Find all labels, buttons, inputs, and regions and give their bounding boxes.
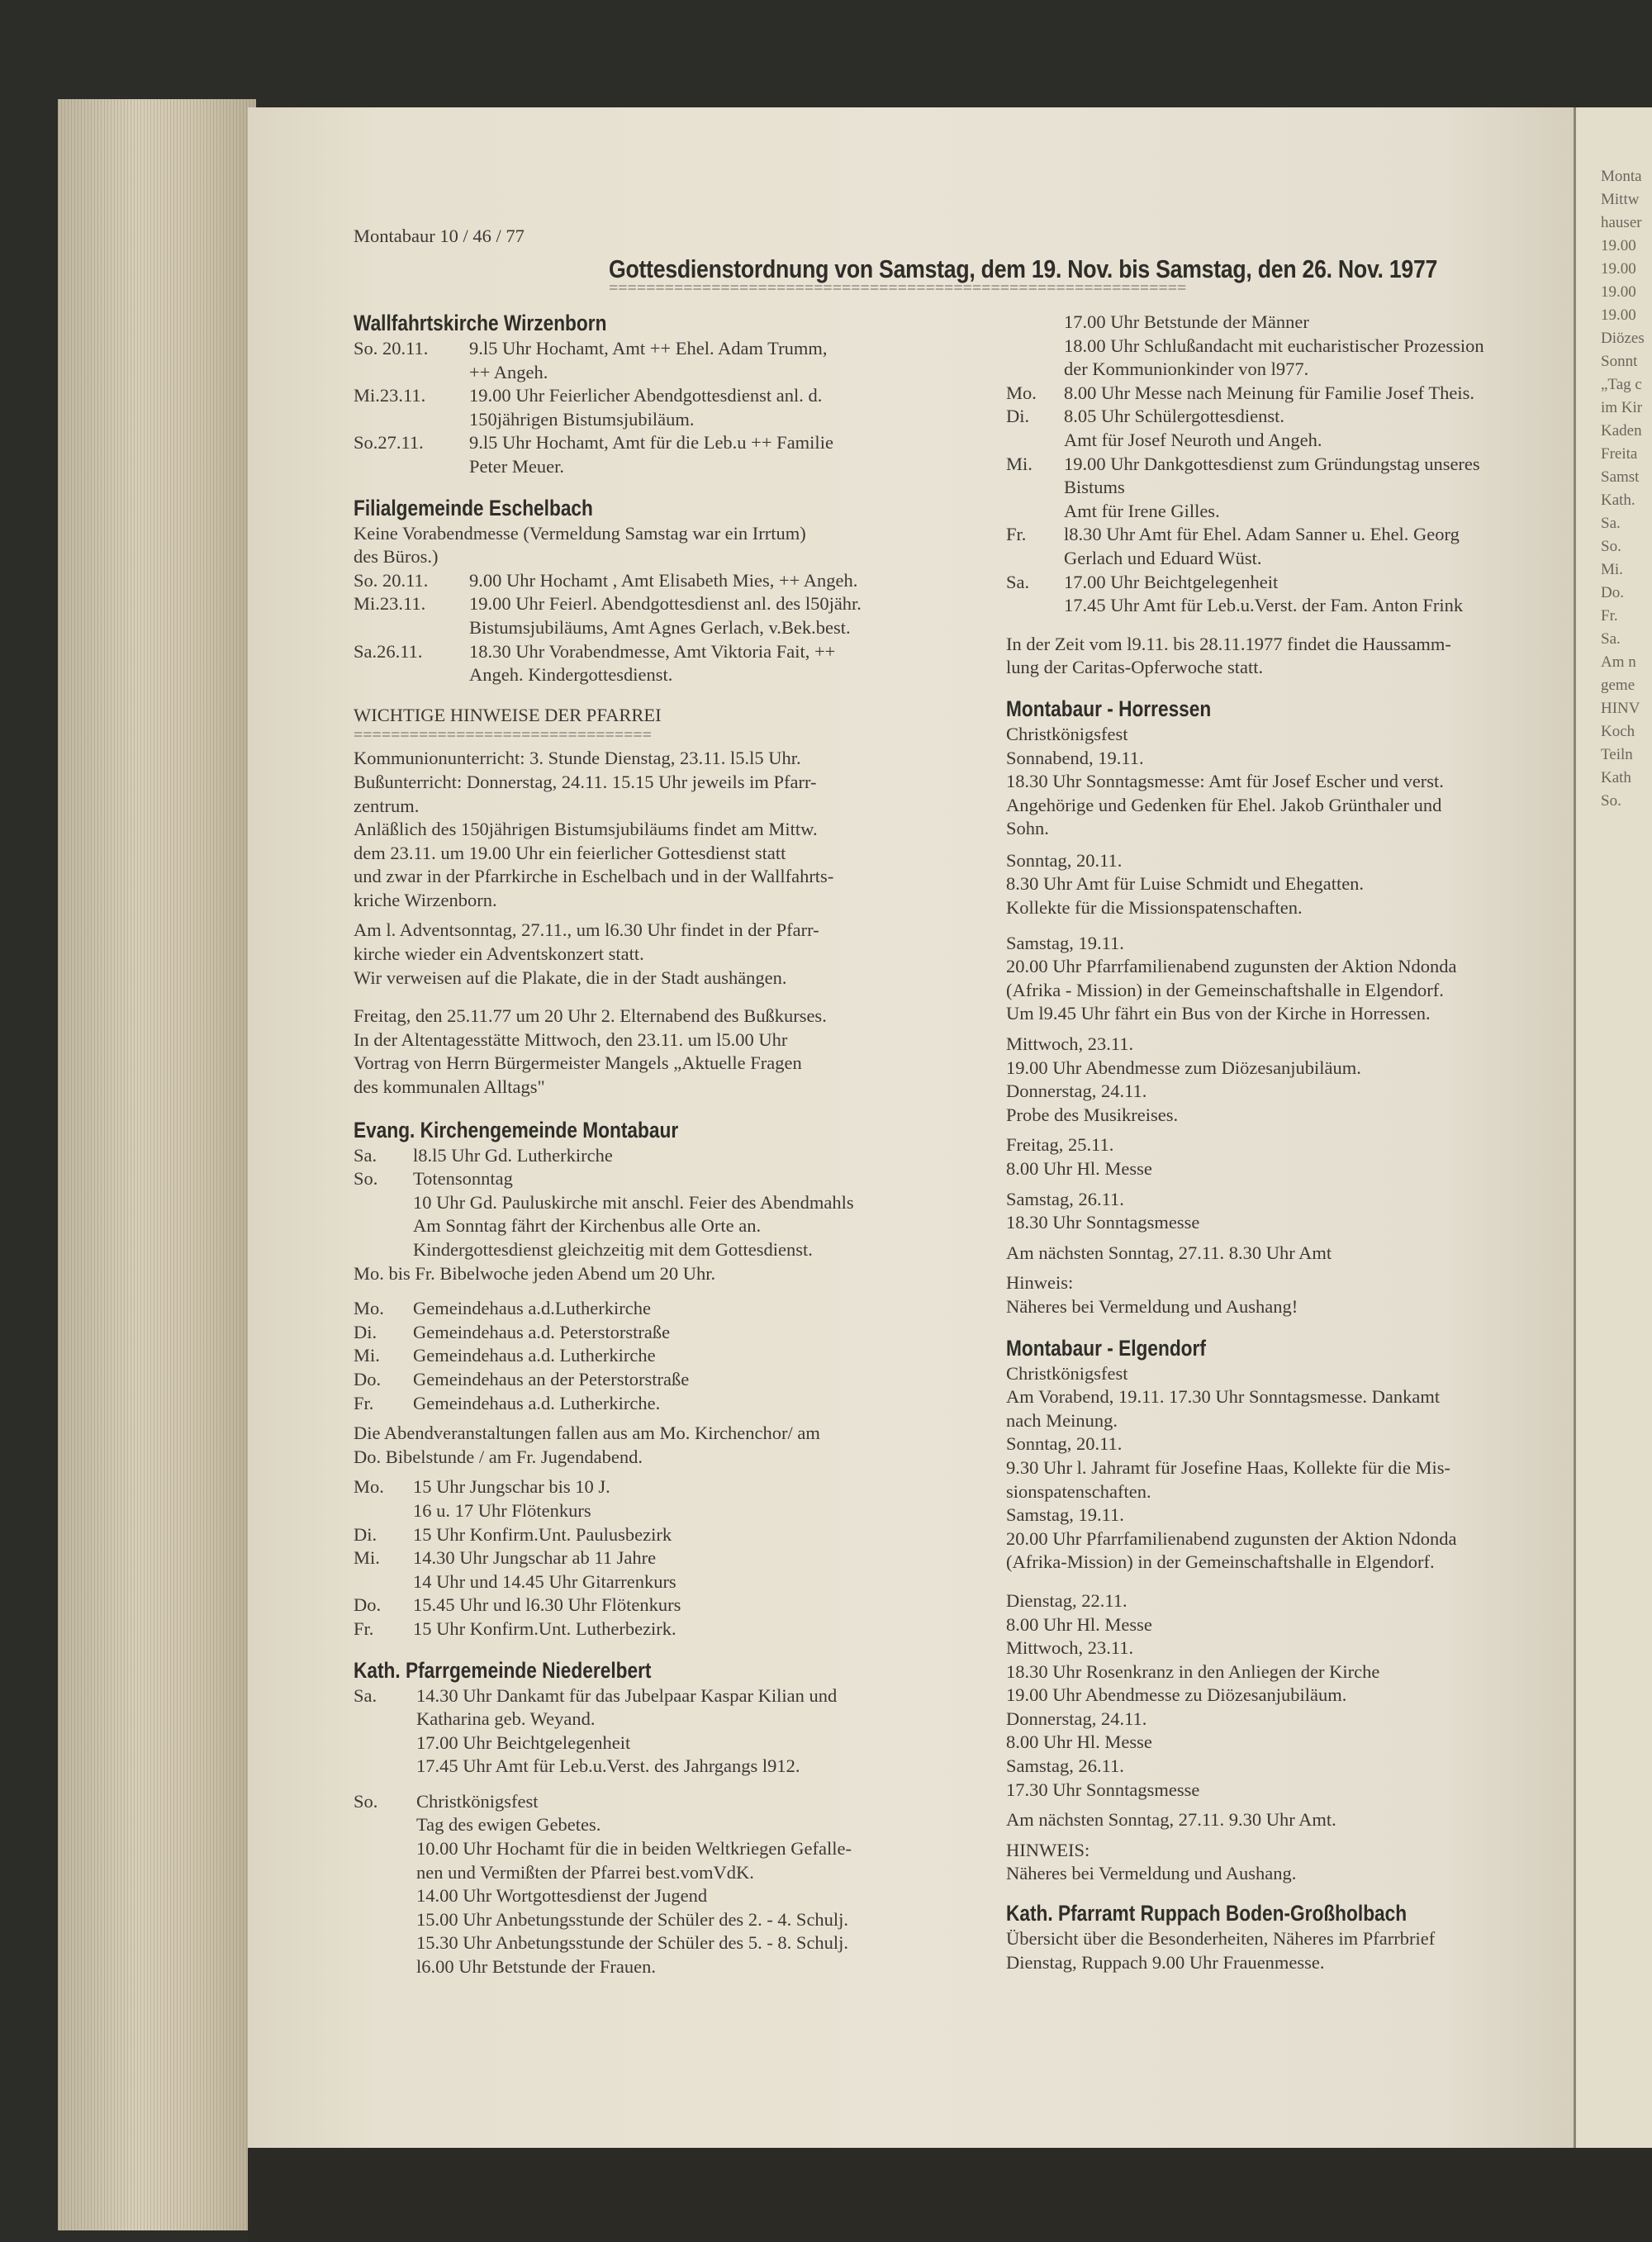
evang-row <box>354 1191 965 1215</box>
next-page-fragment: geme <box>1601 677 1635 694</box>
next-page-fragment: So. <box>1601 538 1621 555</box>
eschelbach-row-label: Sa.26.11. <box>354 640 423 662</box>
spacer <box>1006 680 1576 688</box>
next-page-fragment: Sonnt <box>1601 353 1638 370</box>
horressen-line: Christkönigsfest <box>1006 723 1128 744</box>
evang-youth <box>354 1499 965 1523</box>
schedule-row <box>1006 571 1576 595</box>
wirzenborn-row-label: So. 20.11. <box>354 338 429 359</box>
evang-row-text: Am Sonntag fährt der Kirchenbus alle Orte an. <box>413 1215 762 1237</box>
spacer <box>1006 1802 1576 1808</box>
next-page-fragment: Samst <box>1601 468 1640 486</box>
schedule-row-label <box>1006 335 1064 359</box>
niederelbert-so-text: nen und Vermißten der Pfarrei best.vomVdK. <box>416 1861 754 1883</box>
horressen-line: Am nächsten Sonntag, 27.11. 8.30 Uhr Amt <box>1006 1242 1332 1263</box>
horressen-line: 8.00 Uhr Hl. Messe <box>1006 1158 1152 1179</box>
evang-row <box>354 1214 965 1238</box>
niederelbert-so-label <box>354 1955 416 1979</box>
schedule-row-label <box>1006 594 1064 618</box>
niederelbert-sa <box>354 1755 965 1779</box>
horressen-line: 19.00 Uhr Abendmesse zum Diözesanjubiläum. <box>1006 1057 1361 1078</box>
next-page-fragment: So. <box>1601 792 1621 810</box>
schedule-row-text: 8.05 Uhr Schülergottesdienst. <box>1064 406 1285 427</box>
schedule-row-label <box>1006 358 1064 382</box>
schedule-row <box>1006 500 1576 524</box>
horressen-line: Sonnabend, 19.11. <box>1006 747 1144 768</box>
evang-row-label: So. <box>354 1168 378 1190</box>
elgendorf-line: Dienstag, 22.11. <box>1006 1589 1127 1611</box>
next-page-fragment: 19.00 <box>1601 260 1636 278</box>
elgendorf-line: Am nächsten Sonntag, 27.11. 9.30 Uhr Amt. <box>1006 1809 1336 1831</box>
evang-youth-label: Di. <box>354 1523 377 1545</box>
evang-row-text: l8.l5 Uhr Gd. Lutherkirche <box>413 1144 613 1166</box>
niederelbert-sa-label: Sa. <box>354 1684 377 1706</box>
next-page-fragment: hauser <box>1601 214 1642 231</box>
issue-number: Montabaur 10 / 46 / 77 <box>354 226 525 246</box>
evang-youth-text: 14.30 Uhr Jungschar ab 11 Jahre <box>413 1547 657 1569</box>
next-page-fragment: Freita <box>1601 445 1638 463</box>
hinweise-line: kirche wieder ein Adventskonzert statt. <box>354 943 644 965</box>
niederelbert-so-label <box>354 1837 416 1861</box>
schedule-row-label: Mi. <box>1006 453 1032 474</box>
evang-row-label: Sa. <box>354 1144 377 1166</box>
wirzenborn-row <box>354 431 965 455</box>
spacer <box>1006 1026 1576 1033</box>
evang-house <box>354 1321 965 1345</box>
niederelbert-sa-text: Katharina geb. Weyand. <box>416 1708 596 1730</box>
schedule-row-text: Gerlach und Eduard Wüst. <box>1064 547 1262 568</box>
wirzenborn-row <box>354 408 965 432</box>
elgendorf-line: 18.30 Uhr Rosenkranz in den Anliegen der Kirche <box>1006 1660 1380 1682</box>
hinweise-line: kriche Wirzenborn. <box>354 889 497 910</box>
evang-house-text: Gemeindehaus a.d. Lutherkirche. <box>413 1392 661 1413</box>
eschelbach-row-text: 9.00 Uhr Hochamt , Amt Elisabeth Mies, ++ Angeh. <box>469 569 858 591</box>
spacer <box>354 1415 965 1422</box>
niederelbert-so-label <box>354 1931 416 1955</box>
schedule-row-label: Sa. <box>1006 571 1030 592</box>
schedule-row <box>1006 476 1576 500</box>
hinweise-line: zentrum. <box>354 795 420 816</box>
eschelbach-row-text: Bistumsjubiläums, Amt Agnes Gerlach, v.Bek.best. <box>469 616 851 638</box>
niederelbert-so-text: Tag des ewigen Gebetes. <box>416 1814 601 1836</box>
eschelbach-row-text: 19.00 Uhr Feierl. Abendgottesdienst anl. des l50jähr. <box>469 593 862 615</box>
next-page-fragment: Kath <box>1601 769 1631 786</box>
schedule-row-text: Amt für Irene Gilles. <box>1064 500 1220 521</box>
spacer <box>354 1779 965 1790</box>
next-page-fragment: Sa. <box>1601 630 1621 648</box>
horressen-line: Um l9.45 Uhr fährt ein Bus von der Kirche in Horressen. <box>1006 1003 1431 1024</box>
evang-youth-label <box>354 1570 413 1594</box>
horressen-line: Kollekte für die Missionspatenschaften. <box>1006 897 1303 919</box>
horressen-line: Hinweis: <box>1006 1272 1074 1294</box>
schedule-row <box>1006 382 1576 406</box>
eschelbach-row-label: So. 20.11. <box>354 569 429 591</box>
wirzenborn-row <box>354 361 965 385</box>
horressen-line: Probe des Musikreises. <box>1006 1104 1179 1125</box>
wirzenborn-row-text: 150jährigen Bistumsjubiläum. <box>469 408 695 430</box>
spacer <box>354 912 965 919</box>
evang-youth-text: 16 u. 17 Uhr Flötenkurs <box>413 1499 591 1521</box>
ruppach-line: Dienstag, Ruppach 9.00 Uhr Frauenmesse. <box>1006 1951 1325 1973</box>
spacer <box>354 1641 965 1650</box>
horressen-line: Freitag, 25.11. <box>1006 1134 1114 1156</box>
hinweise-line: Wir verweisen auf die Plakate, die in der Stadt aushängen. <box>354 967 787 988</box>
niederelbert-so-label <box>354 1884 416 1908</box>
evang-row <box>354 1167 965 1191</box>
spacer <box>1006 1319 1576 1328</box>
elgendorf-line: Samstag, 26.11. <box>1006 1755 1124 1777</box>
schedule-row-text: 17.00 Uhr Betstunde der Männer <box>1064 311 1309 332</box>
next-page-fragment: Mi. <box>1601 561 1623 578</box>
elgendorf-line: 17.30 Uhr Sonntagsmesse <box>1006 1779 1200 1800</box>
evang-house-label: Di. <box>354 1321 377 1342</box>
evang-youth-label: Fr. <box>354 1617 374 1639</box>
evang-house <box>354 1297 965 1321</box>
section-heading-ruppach: Kath. Pfarramt Ruppach Boden-Großholbach <box>1006 1901 1408 1926</box>
niederelbert-so <box>354 1908 965 1932</box>
elgendorf-line: Samstag, 19.11. <box>1006 1504 1124 1526</box>
spacer <box>1006 841 1576 849</box>
spacer <box>1006 1235 1576 1242</box>
spacer <box>1006 1181 1576 1188</box>
schedule-row <box>1006 547 1576 571</box>
eschelbach-row <box>354 663 965 687</box>
niederelbert-so <box>354 1813 965 1837</box>
evang-house-label: Do. <box>354 1368 382 1389</box>
next-page-fragment: Koch <box>1601 723 1635 740</box>
section-heading-wirzenborn: Wallfahrtskirche Wirzenborn <box>354 311 607 335</box>
evang-youth-text: 15 Uhr Jungschar bis 10 J. <box>413 1476 610 1498</box>
spacer <box>1006 1575 1576 1589</box>
elgendorf-line: 8.00 Uhr Hl. Messe <box>1006 1613 1152 1635</box>
horressen-line: Mittwoch, 23.11. <box>1006 1033 1134 1055</box>
next-page-edge <box>1574 107 1652 2156</box>
wirzenborn-row-text: ++ Angeh. <box>469 361 548 382</box>
elgendorf-line: Sonntag, 20.11. <box>1006 1433 1123 1455</box>
evang-youth-text: 15.45 Uhr und l6.30 Uhr Flötenkurs <box>413 1594 681 1616</box>
schedule-row <box>1006 405 1576 429</box>
spacer <box>354 1285 965 1297</box>
schedule-row-label <box>1006 311 1064 335</box>
elgendorf-line: Am Vorabend, 19.11. 17.30 Uhr Sonntagsmesse. Dankamt <box>1006 1386 1441 1408</box>
evang-youth <box>354 1523 965 1547</box>
elgendorf-line: Christkönigsfest <box>1006 1362 1128 1384</box>
section-heading-niederelbert: Kath. Pfarrgemeinde Niederelbert <box>354 1657 652 1683</box>
schedule-row-label <box>1006 476 1064 500</box>
spacer <box>354 479 965 487</box>
evang-youth-label: Mi. <box>354 1547 380 1569</box>
hinweise-line: und zwar in der Pfarrkirche in Eschelbach und in der Wallfahrts- <box>354 866 834 887</box>
elgendorf-line: Näheres bei Vermeldung und Aushang. <box>1006 1863 1297 1884</box>
evang-row <box>354 1144 965 1168</box>
next-page-fragment: 19.00 <box>1601 237 1636 254</box>
hinweise-heading: WICHTIGE HINWEISE DER PFARREI <box>354 704 662 725</box>
elgendorf-line: Mittwoch, 23.11. <box>1006 1637 1134 1659</box>
wirzenborn-row <box>354 455 965 479</box>
schedule-row-text: der Kommunionkinder von l977. <box>1064 359 1309 380</box>
niederelbert-sa-text: 17.00 Uhr Beichtgelegenheit <box>416 1731 631 1753</box>
schedule-row <box>1006 429 1576 453</box>
schedule-row-label <box>1006 547 1064 571</box>
evang-youth <box>354 1475 965 1499</box>
ruppach-line: Übersicht über die Besonderheiten, Näheres im Pfarrbrief <box>1006 1928 1436 1950</box>
spacer <box>1006 1265 1576 1271</box>
wirzenborn-row-text: 9.l5 Uhr Hochamt, Amt für die Leb.u ++ Familie <box>469 432 833 454</box>
niederelbert-sa-text: 14.30 Uhr Dankamt für das Jubelpaar Kaspar Kilian und <box>416 1684 838 1706</box>
evang-youth-text: 14 Uhr und 14.45 Uhr Gitarrenkurs <box>413 1570 676 1592</box>
niederelbert-sa-label <box>354 1731 416 1755</box>
evang-youth-label: Mo. <box>354 1476 384 1498</box>
eschelbach-intro: des Büros.) <box>354 546 439 568</box>
niederelbert-so-text: l6.00 Uhr Betstunde der Frauen. <box>416 1956 656 1978</box>
spacer <box>354 687 965 704</box>
hinweise-line: Bußunterricht: Donnerstag, 24.11. 15.15 Uhr jeweils im Pfarr- <box>354 771 817 792</box>
hinweise-line: In der Altentagesstätte Mittwoch, den 23.11. um l5.00 Uhr <box>354 1028 788 1050</box>
hinweise-underline: ================================ <box>354 726 652 745</box>
horressen-line: (Afrika - Mission) in der Gemeinschaftshalle in Elgendorf. <box>1006 979 1444 1000</box>
schedule-row-label: Di. <box>1006 406 1030 427</box>
schedule-row <box>1006 523 1576 547</box>
haussammlung: In der Zeit vom l9.11. bis 28.11.1977 findet die Haussamm- <box>1006 633 1451 654</box>
hinweise-line: Anläßlich des 150jährigen Bistumsjubiläums findet am Mittw. <box>354 819 818 840</box>
niederelbert-so <box>354 1884 965 1908</box>
wirzenborn-row-label <box>354 455 469 479</box>
evang-house-text: Gemeindehaus a.d. Lutherkirche <box>413 1345 656 1366</box>
niederelbert-sa-label <box>354 1708 416 1731</box>
evang-house-label: Fr. <box>354 1392 374 1413</box>
niederelbert-so-text: 15.30 Uhr Anbetungsstunde der Schüler des 5. - 8. Schulj. <box>416 1932 849 1954</box>
schedule-row-text: Bistums <box>1064 477 1125 498</box>
spacer <box>1006 920 1576 932</box>
elgendorf-line: HINWEIS: <box>1006 1839 1090 1860</box>
next-page-fragment: Kath. <box>1601 492 1635 509</box>
niederelbert-so-label: So. <box>354 1790 378 1812</box>
evang-youth <box>354 1546 965 1570</box>
schedule-row <box>1006 335 1576 359</box>
next-page-fragment: 19.00 <box>1601 283 1636 301</box>
niederelbert-so-label <box>354 1908 416 1932</box>
title-underline: ============================================================== <box>609 279 1187 297</box>
eschelbach-row-text: Angeh. Kindergottesdienst. <box>469 664 673 686</box>
wirzenborn-row-text: Peter Meuer. <box>469 455 564 477</box>
hinweise-line: dem 23.11. um 19.00 Uhr ein feierlicher Gottesdienst statt <box>354 842 786 863</box>
next-page-fragment: Do. <box>1601 584 1624 601</box>
bottom-shadow <box>248 2148 1652 2242</box>
niederelbert-sa-label <box>354 1755 416 1779</box>
section-heading-eschelbach: Filialgemeinde Eschelbach <box>354 495 593 520</box>
evang-row-text: 10 Uhr Gd. Pauluskirche mit anschl. Feier des Abendmahls <box>413 1191 854 1213</box>
niederelbert-so-text: 10.00 Uhr Hochamt für die in beiden Weltkriegen Gefalle- <box>416 1838 852 1860</box>
niederelbert-so-text: 15.00 Uhr Anbetungsstunde der Schüler des 2. - 4. Schulj. <box>416 1908 849 1930</box>
schedule-row-text: 8.00 Uhr Messe nach Meinung für Familie Josef Theis. <box>1064 382 1474 403</box>
niederelbert-so <box>354 1861 965 1885</box>
niederelbert-so <box>354 1955 965 1979</box>
evang-youth <box>354 1594 965 1617</box>
schedule-row <box>1006 358 1576 382</box>
eschelbach-row <box>354 616 965 640</box>
hinweise-line: Am l. Adventsonntag, 27.11., um l6.30 Uhr findet in der Pfarr- <box>354 919 819 941</box>
evang-row-label <box>354 1191 413 1215</box>
wirzenborn-row-label <box>354 408 469 432</box>
haussammlung: lung der Caritas-Opferwoche statt. <box>1006 657 1264 678</box>
schedule-row-label <box>1006 500 1064 524</box>
niederelbert-sa <box>354 1731 965 1755</box>
niederelbert-so <box>354 1790 965 1814</box>
next-page-fragment: Mittw <box>1601 191 1640 208</box>
horressen-line: 20.00 Uhr Pfarrfamilienabend zugunsten der Aktion Ndonda <box>1006 956 1457 977</box>
eschelbach-intro: Keine Vorabendmesse (Vermeldung Samstag war ein Irrtum) <box>354 522 806 544</box>
elgendorf-line: 8.00 Uhr Hl. Messe <box>1006 1731 1152 1753</box>
wirzenborn-row <box>354 384 965 408</box>
spacer <box>354 1469 965 1475</box>
horressen-line: Samstag, 26.11. <box>1006 1188 1124 1209</box>
page-title: Gottesdienstordnung von Samstag, dem 19. Nov. bis Samstag, den 26. Nov. 1977 <box>609 254 1438 283</box>
niederelbert-so <box>354 1837 965 1861</box>
schedule-row-text: 17.45 Uhr Amt für Leb.u.Verst. der Fam. Anton Frink <box>1064 595 1464 616</box>
hinweise-line: Freitag, den 25.11.77 um 20 Uhr 2. Elternabend des Bußkurses. <box>354 1005 827 1027</box>
spacer <box>354 1100 965 1109</box>
schedule-row <box>1006 594 1576 618</box>
schedule-row-text: Amt für Josef Neuroth und Angeh. <box>1064 429 1322 450</box>
evang-row <box>354 1238 965 1262</box>
next-page-fragment: „Tag c <box>1601 376 1642 393</box>
elgendorf-line: 20.00 Uhr Pfarrfamilienabend zugunsten der Aktion Ndonda <box>1006 1527 1457 1549</box>
evang-house-label: Mi. <box>354 1345 380 1366</box>
evang-row-label <box>354 1238 413 1262</box>
wirzenborn-row-label <box>354 361 469 385</box>
next-page-fragment: Am n <box>1601 653 1636 671</box>
spacer <box>1006 1127 1576 1133</box>
next-page-fragment: im Kir <box>1601 399 1643 416</box>
evang-row-text: Kindergottesdienst gleichzeitig mit dem Gottesdienst. <box>413 1239 813 1260</box>
wirzenborn-row-label: So.27.11. <box>354 432 424 454</box>
horressen-line: Näheres bei Vermeldung und Aushang! <box>1006 1295 1298 1317</box>
elgendorf-line: (Afrika-Mission) in der Gemeinschaftshalle in Elgendorf. <box>1006 1551 1435 1573</box>
right-column <box>1006 311 1576 1974</box>
evang-youth <box>354 1570 965 1594</box>
schedule-row-text: 17.00 Uhr Beichtgelegenheit <box>1064 571 1279 592</box>
horressen-line: 18.30 Uhr Sonntagsmesse <box>1006 1212 1200 1233</box>
niederelbert-sa <box>354 1708 965 1731</box>
next-page-fragment: Kaden <box>1601 422 1642 439</box>
evang-house <box>354 1344 965 1368</box>
section-heading-horressen: Montabaur - Horressen <box>1006 696 1212 721</box>
evang-youth <box>354 1617 965 1641</box>
horressen-line: 8.30 Uhr Amt für Luise Schmidt und Ehegatten. <box>1006 873 1365 895</box>
elgendorf-line: Donnerstag, 24.11. <box>1006 1708 1147 1729</box>
evang-youth-label <box>354 1499 413 1523</box>
section-heading-elgendorf: Montabaur - Elgendorf <box>1006 1335 1206 1361</box>
wirzenborn-row-label: Mi.23.11. <box>354 385 426 406</box>
eschelbach-row-label <box>354 663 469 687</box>
eschelbach-row <box>354 592 965 616</box>
elgendorf-line: 9.30 Uhr l. Jahramt für Josefine Haas, Kollekte für die Mis- <box>1006 1456 1450 1478</box>
spacer <box>1006 618 1576 633</box>
hinweise-line: Vortrag von Herrn Bürgermeister Mangels „Aktuelle Fragen <box>354 1052 802 1074</box>
schedule-row-label: Fr. <box>1006 524 1027 545</box>
evang-house <box>354 1392 965 1416</box>
schedule-row-text: 18.00 Uhr Schlußandacht mit eucharistischer Prozession <box>1064 335 1484 356</box>
hinweise-line: des kommunalen Alltags" <box>354 1076 545 1098</box>
next-page-fragment: Teiln <box>1601 746 1633 763</box>
evang-bibel: Mo. bis Fr. Bibelwoche jeden Abend um 20 Uhr. <box>354 1262 716 1284</box>
hinweise-line: Kommunionunterricht: 3. Stunde Dienstag, 23.11. l5.l5 Uhr. <box>354 748 801 769</box>
horressen-line: Donnerstag, 24.11. <box>1006 1081 1147 1102</box>
evang-house-text: Gemeindehaus a.d. Peterstorstraße <box>413 1321 671 1342</box>
elgendorf-line: sionspatenschaften. <box>1006 1480 1151 1502</box>
evang-note: Die Abendveranstaltungen fallen aus am Mo. Kirchenchor/ am <box>354 1423 820 1444</box>
schedule-row-label: Mo. <box>1006 382 1037 403</box>
evang-house <box>354 1368 965 1392</box>
evang-house-label: Mo. <box>354 1298 384 1319</box>
next-page-fragment: Diözes <box>1601 330 1645 347</box>
next-page-fragment: HINV <box>1601 700 1640 717</box>
wirzenborn-row-text: 9.l5 Uhr Hochamt, Amt ++ Ehel. Adam Trumm, <box>469 338 828 359</box>
elgendorf-line: 19.00 Uhr Abendmesse zu Diözesanjubiläum. <box>1006 1684 1347 1706</box>
eschelbach-row-label: Mi.23.11. <box>354 593 426 615</box>
evang-house-text: Gemeindehaus an der Peterstorstraße <box>413 1368 690 1389</box>
niederelbert-so-label <box>354 1813 416 1837</box>
evang-note: Do. Bibelstunde / am Fr. Jugendabend. <box>354 1446 643 1467</box>
horressen-line: 18.30 Uhr Sonntagsmesse: Amt für Josef Escher und verst. <box>1006 771 1444 792</box>
niederelbert-sa <box>354 1684 965 1708</box>
next-page-fragment: Sa. <box>1601 515 1621 532</box>
spacer <box>354 990 965 1005</box>
eschelbach-row <box>354 569 965 593</box>
wirzenborn-row <box>354 337 965 361</box>
schedule-row-label <box>1006 429 1064 453</box>
evang-youth-label: Do. <box>354 1594 382 1616</box>
eschelbach-row-text: 18.30 Uhr Vorabendmesse, Amt Viktoria Fait, ++ <box>469 640 836 662</box>
schedule-row-text: l8.30 Uhr Amt für Ehel. Adam Sanner u. Ehel. Georg <box>1064 524 1460 545</box>
spacer <box>1006 1832 1576 1839</box>
schedule-row <box>1006 453 1576 477</box>
eschelbach-row-label <box>354 616 469 640</box>
spacer <box>1006 1886 1576 1893</box>
horressen-line: Samstag, 19.11. <box>1006 932 1124 953</box>
schedule-row-text: 19.00 Uhr Dankgottesdienst zum Gründungstag unseres <box>1064 453 1480 474</box>
wirzenborn-row-text: 19.00 Uhr Feierlicher Abendgottesdienst anl. d. <box>469 385 823 406</box>
evang-row-text: Totensonntag <box>413 1168 513 1190</box>
niederelbert-so-text: Christkönigsfest <box>416 1790 539 1812</box>
niederelbert-so <box>354 1931 965 1955</box>
left-column <box>354 302 965 1979</box>
schedule-row <box>1006 311 1576 335</box>
horressen-line: Angehörige und Gedenken für Ehel. Jakob Grünthaler und <box>1006 794 1442 815</box>
evang-row-label <box>354 1214 413 1238</box>
horressen-line: Sohn. <box>1006 818 1049 839</box>
niederelbert-sa-text: 17.45 Uhr Amt für Leb.u.Verst. des Jahrgangs l912. <box>416 1755 800 1777</box>
next-page-fragment: Monta <box>1601 168 1642 185</box>
next-page-fragment: 19.00 <box>1601 306 1636 324</box>
horressen-line: Sonntag, 20.11. <box>1006 849 1123 871</box>
elgendorf-line: nach Meinung. <box>1006 1409 1118 1431</box>
niederelbert-so-label <box>354 1861 416 1885</box>
evang-youth-text: 15 Uhr Konfirm.Unt. Paulusbezirk <box>413 1523 672 1545</box>
section-heading-evang: Evang. Kirchengemeinde Montabaur <box>354 1117 679 1142</box>
evang-house-text: Gemeindehaus a.d.Lutherkirche <box>413 1298 652 1319</box>
next-page-fragment: Fr. <box>1601 607 1618 625</box>
niederelbert-so-text: 14.00 Uhr Wortgottesdienst der Jugend <box>416 1885 708 1907</box>
evang-youth-text: 15 Uhr Konfirm.Unt. Lutherbezirk. <box>413 1617 676 1639</box>
eschelbach-row <box>354 640 965 664</box>
book-page-edges <box>58 99 256 2230</box>
